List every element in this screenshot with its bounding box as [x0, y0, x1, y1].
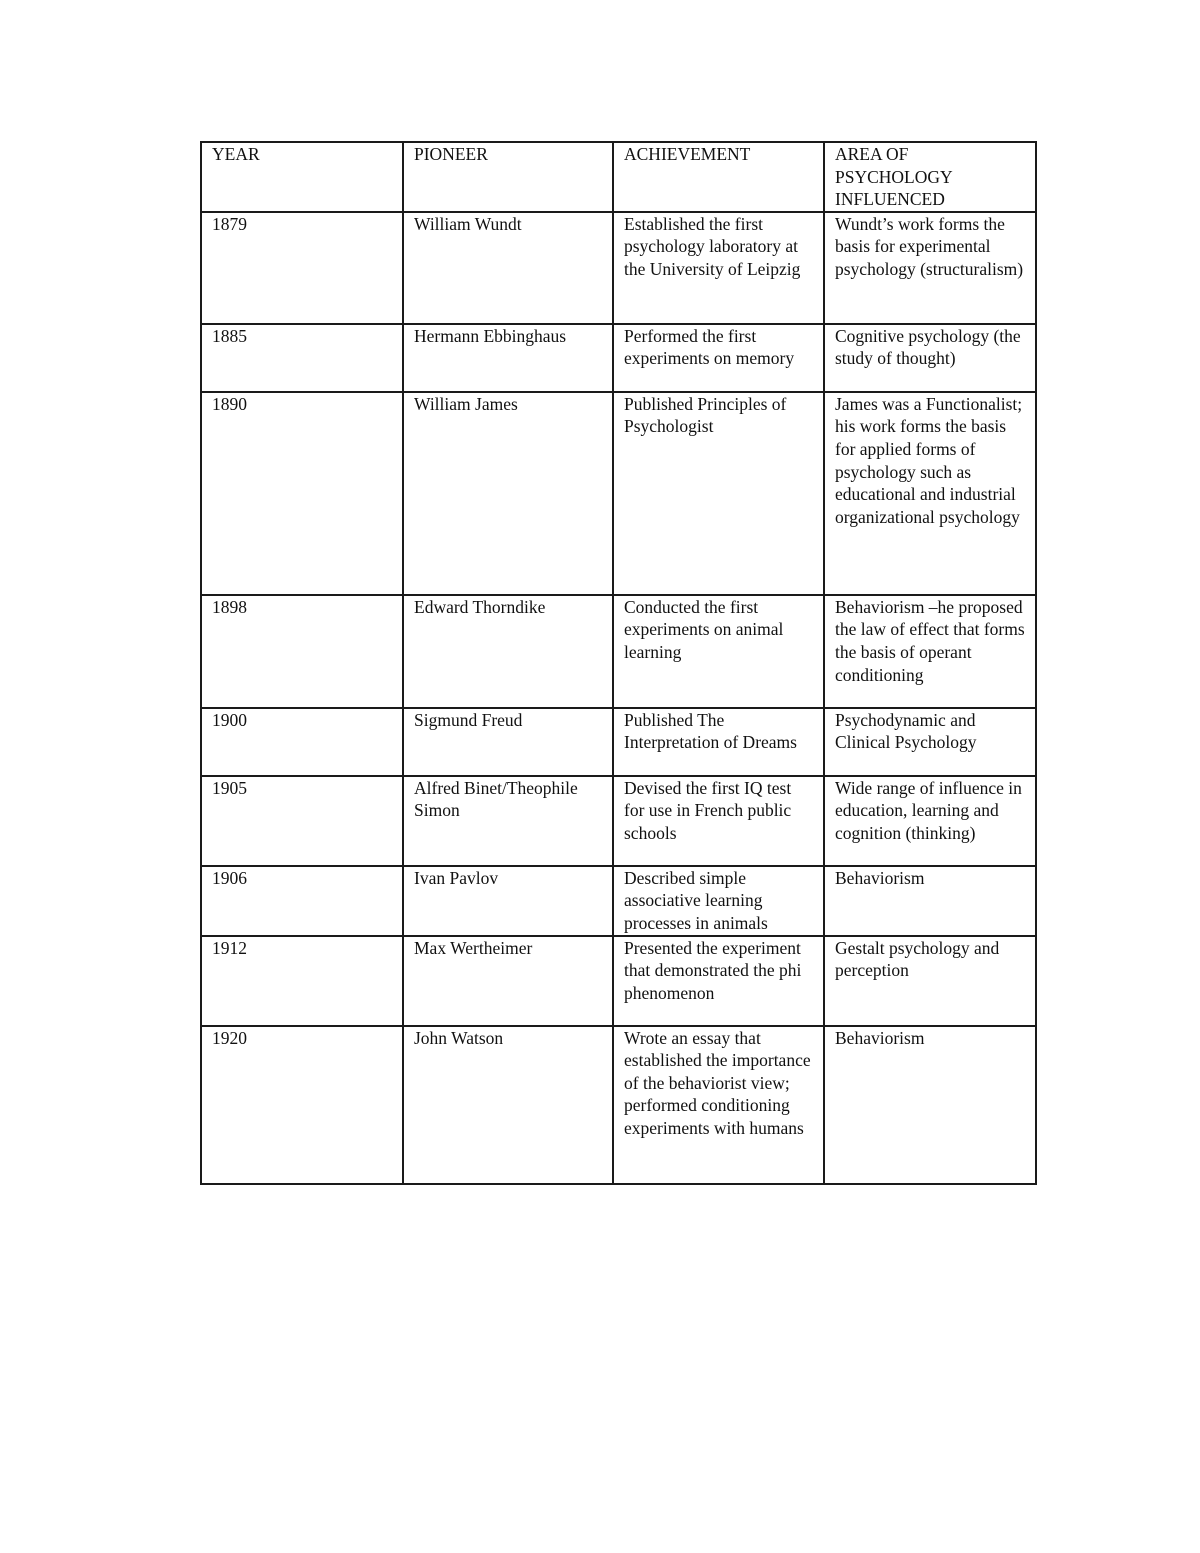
header-area-influenced: AREA OF PSYCHOLOGY INFLUENCED: [824, 142, 1036, 212]
table-row: [201, 708, 1036, 776]
table-row: [201, 936, 1036, 1026]
table-row: [201, 595, 1036, 708]
cell-area: Cognitive psychology (the study of thought): [824, 324, 1036, 392]
cell-year: 1885: [201, 324, 403, 392]
header-row: [201, 142, 1036, 212]
cell-pioneer: Hermann Ebbinghaus: [403, 324, 613, 392]
cell-area: Wide range of influence in education, learning and cognition (thinking): [824, 776, 1036, 866]
cell-achievement: Devised the first IQ test for use in French public schools: [613, 776, 824, 866]
cell-year: 1890: [201, 392, 403, 595]
cell-area: James was a Functionalist; his work forms the basis for applied forms of psychology such as educational and industrial organizational psychology: [824, 392, 1036, 595]
cell-year: 1920: [201, 1026, 403, 1184]
cell-year: 1906: [201, 866, 403, 936]
table-row: [201, 324, 1036, 392]
cell-achievement: Published Principles of Psychologist: [613, 392, 824, 595]
cell-pioneer: Sigmund Freud: [403, 708, 613, 776]
cell-year: 1900: [201, 708, 403, 776]
cell-pioneer: William James: [403, 392, 613, 595]
cell-year: 1912: [201, 936, 403, 1026]
header-achievement: ACHIEVEMENT: [613, 142, 824, 212]
cell-achievement: Established the first psychology laboratory at the University of Leipzig: [613, 212, 824, 324]
table-row: [201, 866, 1036, 936]
cell-area: Psychodynamic and Clinical Psychology: [824, 708, 1036, 776]
cell-area: Behaviorism: [824, 866, 1036, 936]
header-pioneer: PIONEER: [403, 142, 613, 212]
cell-pioneer: Max Wertheimer: [403, 936, 613, 1026]
cell-achievement: Published The Interpretation of Dreams: [613, 708, 824, 776]
cell-area: Wundt’s work forms the basis for experimental psychology (structuralism): [824, 212, 1036, 324]
cell-year: 1905: [201, 776, 403, 866]
cell-pioneer: Ivan Pavlov: [403, 866, 613, 936]
cell-area: Gestalt psychology and perception: [824, 936, 1036, 1026]
cell-achievement: Performed the first experiments on memory: [613, 324, 824, 392]
cell-achievement: Conducted the first experiments on animal learning: [613, 595, 824, 708]
cell-year: 1898: [201, 595, 403, 708]
table-row: [201, 392, 1036, 595]
cell-achievement: Described simple associative learning processes in animals: [613, 866, 824, 936]
cell-area: Behaviorism: [824, 1026, 1036, 1184]
cell-pioneer: John Watson: [403, 1026, 613, 1184]
table-row: [201, 212, 1036, 324]
cell-area: Behaviorism –he proposed the law of effect that forms the basis of operant conditioning: [824, 595, 1036, 708]
table-row: [201, 776, 1036, 866]
cell-achievement: Wrote an essay that established the importance of the behaviorist view; performed conditioning experiments with humans: [613, 1026, 824, 1184]
cell-achievement: Presented the experiment that demonstrated the phi phenomenon: [613, 936, 824, 1026]
cell-pioneer: William Wundt: [403, 212, 613, 324]
header-year: YEAR: [201, 142, 403, 212]
pioneers-table: [200, 141, 1037, 1185]
cell-pioneer: Alfred Binet/Theophile Simon: [403, 776, 613, 866]
cell-year: 1879: [201, 212, 403, 324]
table-row: [201, 1026, 1036, 1184]
cell-pioneer: Edward Thorndike: [403, 595, 613, 708]
